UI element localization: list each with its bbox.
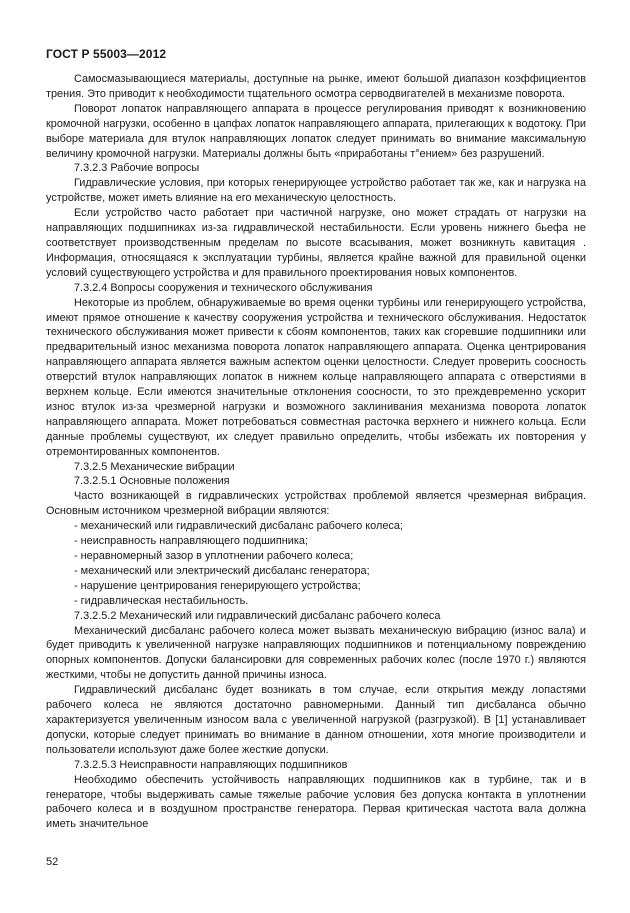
paragraph: Гидравлический дисбаланс будет возникать в том случае, если открытия между лопастями рабочего колеса не являются достаточно равномерными. Данный тип дисбаланса обычно характеризуется увеличенным износом вала с увеличенной нагрузкой (разгрузкой). В [1] устанавливает допуски, которые следует принимать во внимание в данном отношении, хотя многие производители и пользователи используют даже более жесткие допуски. [46, 684, 586, 756]
paragraph: Поворот лопаток направляющего аппарата в процессе регулирования приводят к возникновению кромочной нагрузки, особенно в цапфах лопаток направляющего аппарата, прилегающих к водотоку. При выборе материала для втулок направляющих лопаток следует принимать во внимание максимальную величину кромочной нагрузки. Материалы должны быть «приработаны т°ением» без разрушений. [46, 102, 586, 160]
paragraph: Механический дисбаланс рабочего колеса может вызвать механическую вибрацию (износ вала) и будет приводить к увеличенной нагрузке направляющих подшипников и потенциальному повреждению опорных компонентов. Допуски балансировки для современных рабочих колес (после 1970 г.) являются жесткими, чтобы не допустить данной причины износа. [46, 624, 586, 682]
section-heading: 7.3.2.4 Вопросы сооружения и технического обслуживания [74, 281, 373, 294]
paragraph: Необходимо обеспечить устойчивость направляющих подшипников как в турбине, так и в генераторе, чтобы выдерживать самые тяжелые рабочие условия без допуска контакта в уплотнении рабочего колеса и в воздушном пространстве генератора. Первая критическая частота вала должна иметь значительное [46, 773, 586, 831]
section-heading: 7.3.2.5.2 Механический или гидравлический дисбаланс рабочего колеса [74, 609, 441, 622]
list-item: - механический или электрический дисбаланс генератора; [74, 564, 370, 577]
paragraph: Некоторые из проблем, обнаруживаемые во время оценки турбины или генерирующего устройства, имеют прямое отношение к качеству сооружения устройства и технического обслуживания. Недостаток технического обслуживания может привести к сбоям компонентов, таких как сгоревшие подшипники или предварительный износ механизма поворота лопаток направляющего аппарата. Оценка центрирования направляющего аппарата является важным аспектом оценки целостности. Следует проверить соосность отверстий втулок направляющих лопаток в нижнем кольце направляющего аппарата с отверстиями в верхнем кольце. Если имеются значительные отклонения соосности, то это преждевременно ускорит износ втулок из-за чрезмерной нагрузки и возможного заклинивания механизма поворота лопаток направляющего аппарата. Может потребоваться совместная расточка верхнего и нижнего кольца. Если данные проблемы существуют, их следует правильно определить, чтобы избежать их повторения у отремонтированных компонентов. [46, 296, 586, 458]
list-item: - нарушение центрирования генерирующего устройства; [74, 579, 361, 592]
paragraph: Гидравлические условия, при которых генерирующее устройство работает так же, как и нагрузка на устройстве, может иметь влияние на его механическую целостность. [46, 177, 586, 205]
page-number: 52 [46, 856, 59, 868]
section-heading: 7.3.2.5.1 Основные положения [74, 475, 230, 488]
paragraph: Если устройство часто работает при частичной нагрузке, оно может страдать от нагрузки на направляющих подшипниках из-за гидравлической нестабильности. Если уровень нижнего бьефа не соответствует производственным пределам по высоте всасывания, может возникнуть кавитация . Информация, относящаяся к эксплуатации турбины, является крайне важной для правильной оценки условий существующего устройства и для правильного проектирования новых компонентов. [46, 207, 586, 279]
section-heading: 7.3.2.5 Механические вибрации [74, 460, 235, 473]
list-item: - механический или гидравлический дисбаланс рабочего колеса; [74, 520, 403, 533]
document-code-header: ГОСТ Р 55003—2012 [46, 47, 167, 61]
list-item: - гидравлическая нестабильность. [74, 594, 249, 607]
paragraph: Самосмазывающиеся материалы, доступные на рынке, имеют большой диапазон коэффициентов трения. Это приводит к необходимости тщательного осмотра серводвигателей в механизме поворота. [46, 73, 586, 100]
paragraph: Часто возникающей в гидравлических устройствах проблемой является чрезмерная вибрация. Основным источником чрезмерной вибрации являются: [46, 490, 586, 518]
list-item: - неисправность направляющего подшипника; [74, 535, 308, 548]
section-heading: 7.3.2.3 Рабочие вопросы [74, 162, 200, 175]
document-body [46, 72, 586, 832]
list-item: - неравномерный зазор в уплотнении рабочего колеса; [74, 550, 354, 562]
section-heading: 7.3.2.5.3 Неисправности направляющих подшипников [74, 758, 348, 771]
